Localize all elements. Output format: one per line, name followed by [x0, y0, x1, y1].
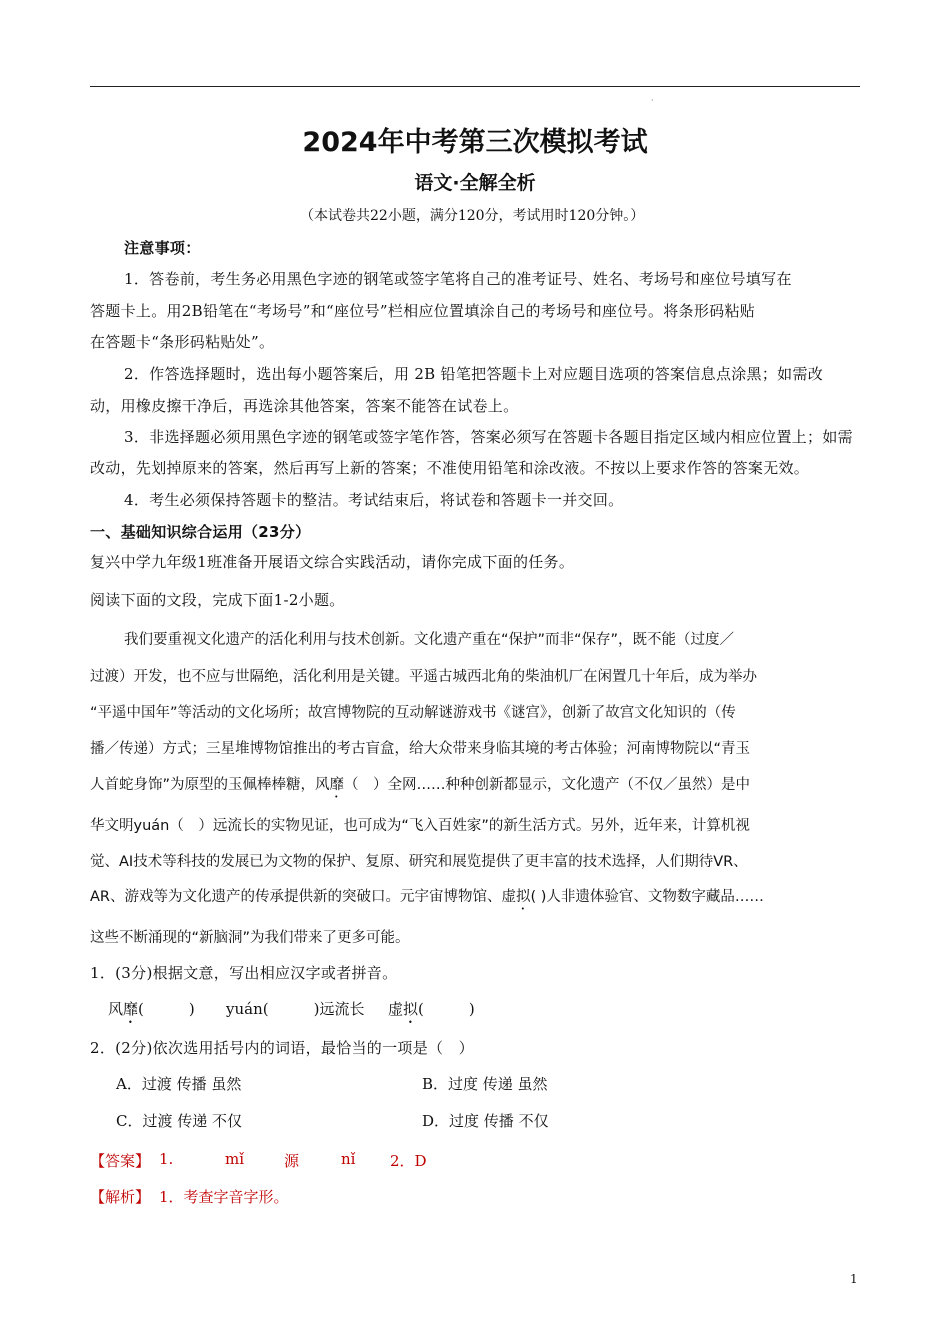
notice-line: 2．作答选择题时，选出每小题答案后，用 2B 铅笔把答题卡上对应题目选项的答案信息点涂黑；如需改	[124, 365, 824, 383]
q2-option-b: B．过度 传递 虽然	[422, 1075, 548, 1093]
answer-label: 【答案】	[90, 1152, 151, 1170]
passage-line: 我们要重视文化遗产的活化利用与技术创新。文化遗产重在“保护”而非“保存”，既不能（过度／	[124, 632, 735, 648]
answer-item: 源	[284, 1152, 300, 1170]
section-intro: 复兴中学九年级1班准备开展语文综合实践活动，请你完成下面的任务。	[90, 553, 575, 571]
notice-line: 改动，先划掉原来的答案，然后再写上新的答案；不准使用铅笔和涂改液。不按以上要求作答的答案无效。	[90, 459, 810, 477]
notice-line: 1．答卷前，考生务必用黑色字迹的钢笔或签字笔将自己的准考证号、姓名、考场号和座位号填写在	[124, 270, 792, 288]
emphasized-char: 靡	[329, 777, 345, 793]
passage-line: 这些不断涌现的“新脑洞”为我们带来了更多可能。	[90, 930, 410, 946]
notice-line: 答题卡上。用2B铅笔在“考场号”和“座位号”栏相应位置填涂自己的考场号和座位号。将条形码粘贴	[90, 302, 756, 320]
passage-line: “平遥中国年”等活动的文化场所；故宫博物院的互动解谜游戏书《谜宫》，创新了故宫文化知识的（传	[90, 705, 736, 721]
notice-heading: 注意事项：	[124, 239, 201, 257]
answer-item: nǐ	[341, 1150, 356, 1168]
q2-option-c: C．过渡 传递 不仅	[116, 1112, 243, 1130]
answer-item: 2．D	[390, 1152, 427, 1170]
notice-line: 在答题卡“条形码粘贴处”。	[90, 333, 275, 351]
notice-line: 动，用橡皮擦干净后，再选涂其他答案，答案不能答在试卷上。	[90, 397, 519, 415]
analysis-text: 1．考查字音字形。	[159, 1188, 289, 1206]
notice-line: 4．考生必须保持答题卡的整洁。考试结束后，将试卷和答题卡一并交回。	[124, 491, 624, 509]
page-subtitle: 语文·全解全析	[414, 172, 536, 194]
decorative-dot: ·	[651, 96, 654, 105]
page-number: 1	[850, 1272, 858, 1286]
answer-item: mǐ	[225, 1150, 245, 1168]
passage-line: 过渡）开发，也不应与世隔绝，活化利用是关键。平遥古城西北角的柴油机厂在闲置几十年后，成为举办	[90, 669, 757, 685]
passage-line: 觉、AI技术等科技的发展已为文物的保护、复原、研究和展览提供了更丰富的技术选择，人们期待VR、	[90, 854, 748, 870]
exam-info: （本试卷共22小题，满分120分，考试用时120分钟。）	[300, 208, 645, 224]
q1-item-a: 风靡( )	[108, 1000, 195, 1018]
answer-item: 1.	[159, 1150, 174, 1168]
passage-line: AR、游戏等为文化遗产的传承提供新的突破口。元宇宙博物馆、虚拟( )人非遗体验官、文物数字藏品……	[90, 889, 764, 905]
question-2-stem: 2．(2分)依次选用括号内的词语，最恰当的一项是（ ）	[90, 1039, 474, 1057]
page-title: 2024年中考第三次模拟考试	[302, 127, 648, 158]
q2-option-d: D．过度 传播 不仅	[422, 1112, 549, 1130]
q1-item-b: yuán( )远流长	[226, 1000, 365, 1018]
q1-item-c: 虚拟( )	[388, 1000, 475, 1018]
header-rule	[90, 86, 860, 87]
notice-line: 3．非选择题必须用黑色字迹的钢笔或签字笔作答，答案必须写在答题卡各题目指定区域内相应位置上；如需	[124, 428, 853, 446]
section-instruction: 阅读下面的文段，完成下面1-2小题。	[90, 591, 345, 609]
emphasized-char: 拟	[516, 889, 531, 905]
analysis-label: 【解析】	[90, 1188, 151, 1206]
question-1-stem: 1．(3分)根据文意，写出相应汉字或者拼音。	[90, 964, 398, 982]
section-heading: 一、基础知识综合运用（23分）	[90, 523, 311, 541]
q2-option-a: A．过渡 传播 虽然	[116, 1075, 242, 1093]
passage-line: 人首蛇身饰”为原型的玉佩棒棒糖，风靡（ ）全网……种种创新都显示，文化遗产（不仅／虽然）是中	[90, 777, 751, 793]
passage-line: 华文明yuán（ ）远流长的实物见证，也可成为“飞入百姓家”的新生活方式。另外，近年来，计算机视	[90, 818, 750, 834]
passage-line: 播／传递）方式；三星堆博物馆推出的考古盲盒，给大众带来身临其境的考古体验；河南博物院以“青玉	[90, 741, 751, 757]
